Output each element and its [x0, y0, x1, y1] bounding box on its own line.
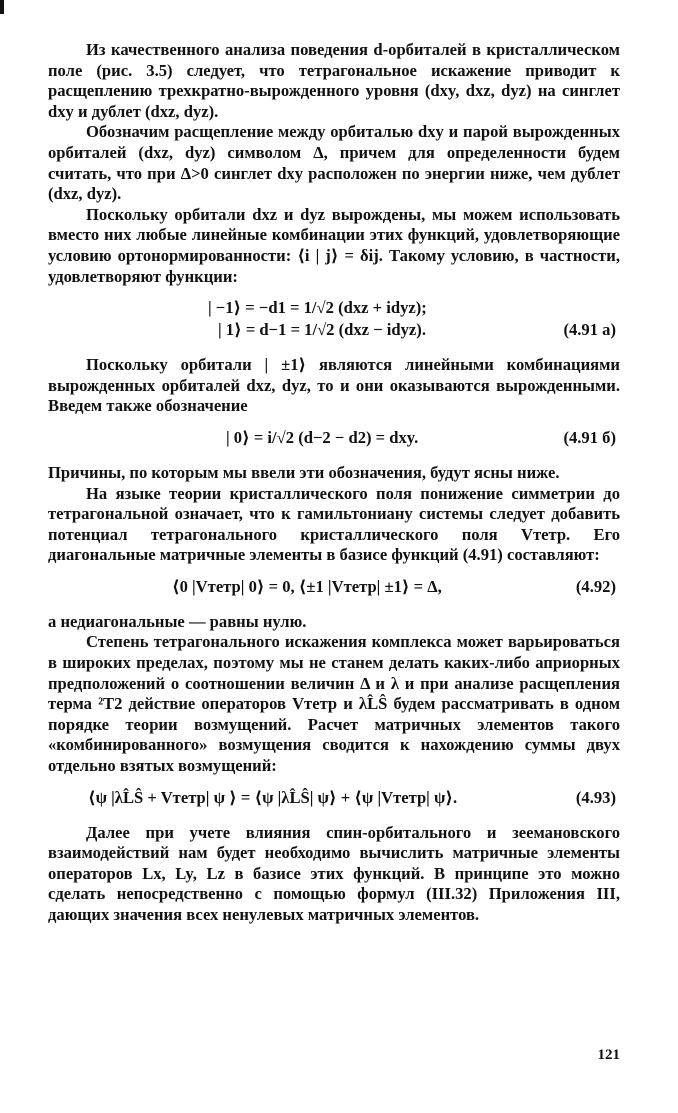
paragraph-1: Из качественного анализа поведения d-орбиталей в кристаллическом поле (рис. 3.5) следует, что тетрагональное искажение приводит к расщеплению трехкратно-вырожденного уровня (dxy, dxz, dyz) на синглет dxy и дублет (dxz, dyz). [48, 40, 620, 121]
paragraph-7: а недиагональные — равны нулю. [48, 611, 307, 631]
paragraph-6: На языке теории кристаллического поля понижение симметрии до тетрагональной означает, что к гамильтониану системы следует добавить потенциал тетрагонального кристаллического поля Vтетр. Его диагональные матричные элементы в базисе функций (4.91) составляют: [48, 483, 620, 565]
equation-4-92 [48, 576, 620, 598]
paragraph-5: Причины, по которым мы ввели эти обозначения, будут ясны ниже. [48, 462, 560, 482]
equation-4-92-expression: ⟨0 |Vтетр| 0⟩ = 0, ⟨±1 |Vтетр| ±1⟩ = Δ, [172, 576, 442, 596]
paragraph-8: Степень тетрагонального искажения комплекса может варьироваться в широких пределах, поэтому мы не станем делать каких-либо априорных предположений о соотношении величин Δ и λ и при анализе расщепления терма ²T2 действие операторов Vтетр и λL̂Ŝ будем рассматривать в одном порядке теории возмущений. Расчет матричных элементов такого «комбинированного» возмущения сводится к нахождению суммы двух отдельно взятых возмущений: [48, 632, 620, 776]
equation-4-91a-line-2: | 1⟩ = d−1 = 1/√2 (dxz − idyz). [218, 320, 426, 340]
page-number: 121 [597, 1047, 620, 1063]
paragraph-9: Далее при учете влияния спин-орбитального и зеемановского взаимодействий нам будет необходимо вычислить матричные элементы операторов Lx, Ly, Lz в базисе этих функций. В принципе это можно сделать непосредственно с помощью формул (III.32) Приложения III, дающих значения всех ненулевых матричных элементов. [48, 822, 620, 924]
equation-4-93-expression: ⟨ψ |λL̂Ŝ + Vтетр| ψ ⟩ = ⟨ψ |λL̂Ŝ| ψ⟩ + ⟨ψ |Vтетр| ψ⟩. [88, 787, 458, 807]
equation-number-4-91a: (4.91 а) [563, 320, 616, 340]
paragraph-2: Обозначим расщепление между орбиталью dxy и парой вырожденных орбиталей (dxz, dyz) символом Δ, причем для определенности будем считать, что при Δ>0 синглет dxy расположен по энергии ниже, чем дублет (dxz, dyz). [48, 122, 620, 204]
page-body [48, 40, 620, 926]
paragraph-4: Поскольку орбитали | ±1⟩ являются линейными комбинациями вырожденных орбиталей dxz, dyz, то и они оказываются вырожденными. Введем также обозначение [48, 355, 620, 416]
equation-number-4-91b: (4.91 б) [563, 427, 616, 447]
scan-edge-mark [0, 0, 4, 14]
equation-4-91a [48, 297, 620, 341]
equation-number-4-92: (4.92) [575, 576, 616, 596]
equation-4-91b [48, 427, 620, 449]
equation-4-93 [48, 787, 620, 809]
paragraph-3: Поскольку орбитали dxz и dyz вырождены, мы можем использовать вместо них любые линейные комбинации этих функций, удовлетворяющие условию ортонормированности: ⟨i | j⟩ = δij. Такому условию, в частности, удовлетворяют функции: [48, 204, 620, 286]
equation-4-91b-expression: | 0⟩ = i/√2 (d−2 − d2) = dxy. [226, 427, 419, 447]
equation-4-91a-line-1: | −1⟩ = −d1 = 1/√2 (dxz + idyz); [208, 298, 427, 318]
equation-number-4-93: (4.93) [575, 787, 616, 807]
